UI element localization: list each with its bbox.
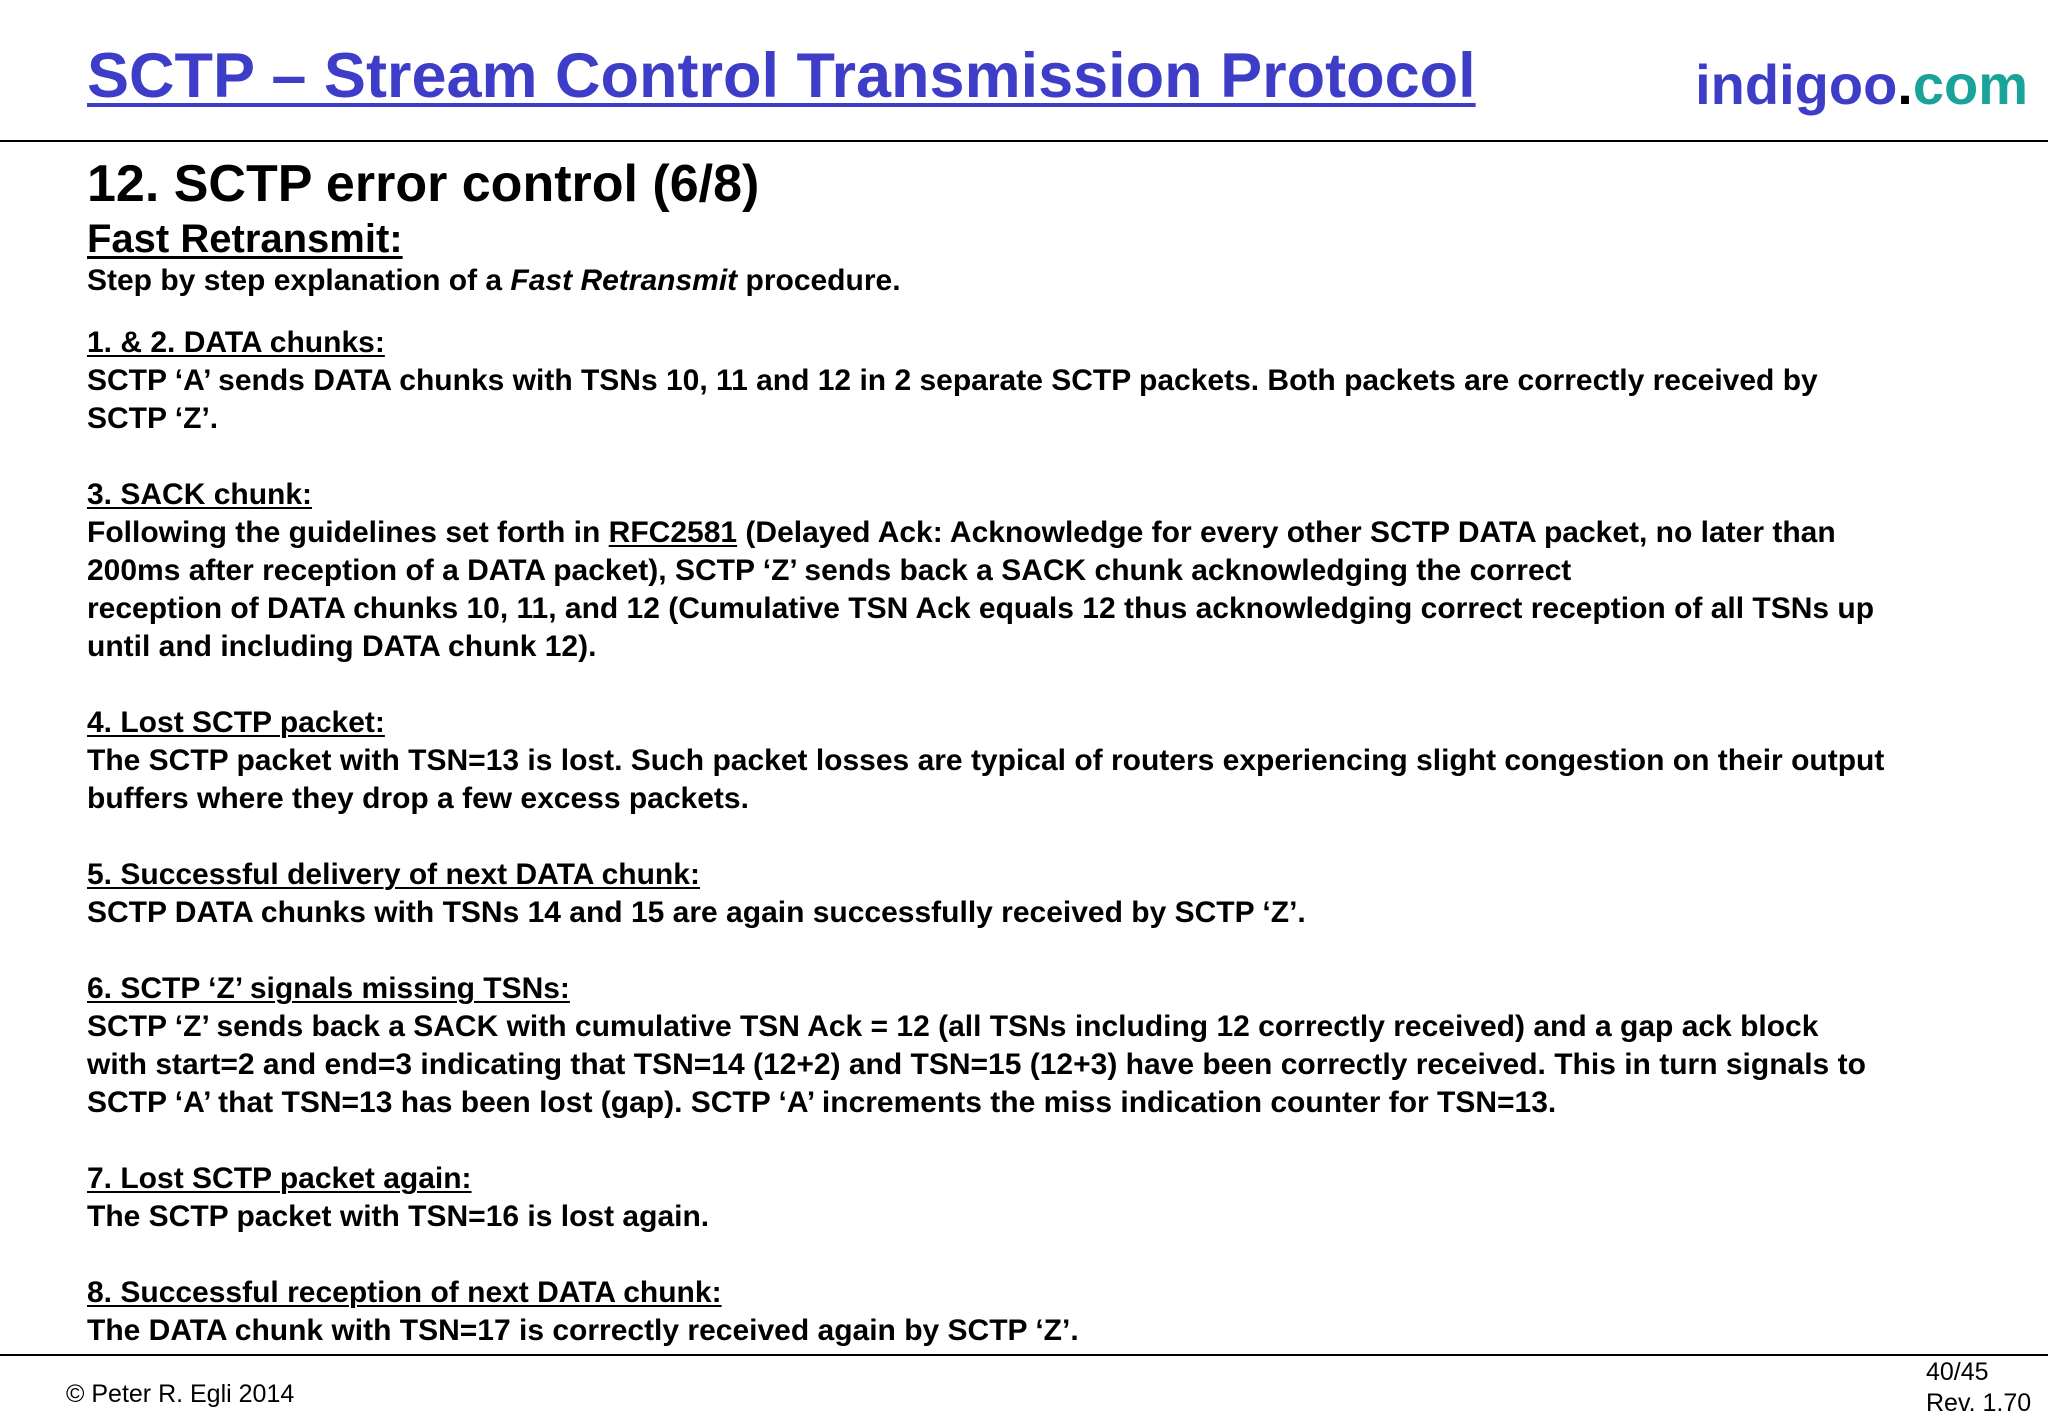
step-heading: 3. SACK chunk: xyxy=(87,478,313,511)
step-text-line: The DATA chunk with TSN=17 is correctly received again by SCTP ‘Z’. xyxy=(87,1314,1079,1347)
step-text-line: 200ms after reception of a DATA packet), SCTP ‘Z’ sends back a SACK chunk acknowledging the correct xyxy=(87,554,1572,587)
header-title-link[interactable]: SCTP – Stream Control Transmission Protocol xyxy=(87,41,1476,111)
step-text-line: The SCTP packet with TSN=16 is lost again. xyxy=(87,1200,710,1233)
step-heading: 5. Successful delivery of next DATA chunk: xyxy=(87,858,700,891)
intro-text-italic: Fast Retransmit xyxy=(510,264,738,297)
footer-page-info xyxy=(1926,1357,2031,1419)
step-6-missing-tsns xyxy=(87,970,2007,1122)
header-divider xyxy=(0,140,2048,142)
indigoo-logo xyxy=(1695,52,2028,117)
step-text-line: SCTP DATA chunks with TSNs 14 and 15 are again successfully received by SCTP ‘Z’. xyxy=(87,896,1306,929)
step-text-line: SCTP ‘Z’. xyxy=(87,402,219,435)
intro-text-before: Step by step explanation of a xyxy=(87,264,511,297)
step-5-successful-delivery xyxy=(87,856,2007,932)
step-text-line: buffers where they drop a few excess packets. xyxy=(87,782,749,815)
step-heading: 1. & 2. DATA chunks: xyxy=(87,326,385,359)
logo-tld-text: com xyxy=(1912,53,2028,116)
step-text-line: SCTP ‘A’ sends DATA chunks with TSNs 10, 11 and 12 in 2 separate SCTP packets. Both packets are correctly received by xyxy=(87,364,1818,397)
logo-dot-text: . xyxy=(1897,53,1913,116)
rfc2581-link[interactable]: RFC2581 xyxy=(608,516,738,549)
step-text-line: reception of DATA chunks 10, 11, and 12 (Cumulative TSN Ack equals 12 thus acknowledging correct reception of all TSNs up xyxy=(87,592,1875,625)
step-heading: 6. SCTP ‘Z’ signals missing TSNs: xyxy=(87,972,570,1005)
footer-divider xyxy=(0,1354,2048,1356)
page-number: 40/45 xyxy=(1926,1358,1989,1386)
step-heading: 4. Lost SCTP packet: xyxy=(87,706,385,739)
revision-label: Rev. 1.70 xyxy=(1926,1389,2032,1417)
slide-header xyxy=(0,0,2048,140)
step-heading: 7. Lost SCTP packet again: xyxy=(87,1162,472,1195)
step-text-before-link: Following the guidelines set forth in xyxy=(87,516,609,549)
intro-text-after: procedure. xyxy=(737,264,901,297)
step-4-lost-packet xyxy=(87,704,2007,818)
step-text-line: until and including DATA chunk 12). xyxy=(87,630,597,663)
step-heading: 8. Successful reception of next DATA chunk: xyxy=(87,1276,722,1309)
slide-title: 12. SCTP error control (6/8) xyxy=(87,155,760,213)
step-text-line: with start=2 and end=3 indicating that TSN=14 (12+2) and TSN=15 (12+3) have been correctly received. This in turn signals to xyxy=(87,1048,1866,1081)
step-text-line: The SCTP packet with TSN=13 is lost. Such packet losses are typical of routers experiencing slight congestion on their output xyxy=(87,744,1885,777)
step-7-lost-packet-again xyxy=(87,1160,2007,1236)
step-text-line: SCTP ‘A’ that TSN=13 has been lost (gap). SCTP ‘A’ increments the miss indication counter for TSN=13. xyxy=(87,1086,1557,1119)
step-1-2-data-chunks xyxy=(87,324,2007,438)
step-text-after-link: (Delayed Ack: Acknowledge for every other SCTP DATA packet, no later than xyxy=(737,516,1836,549)
footer-copyright: © Peter R. Egli 2014 xyxy=(66,1380,295,1408)
section-title: Fast Retransmit: xyxy=(87,217,403,261)
logo-main-text: indigoo xyxy=(1695,53,1898,116)
step-text-line: SCTP ‘Z’ sends back a SACK with cumulative TSN Ack = 12 (all TSNs including 12 correctly received) and a gap ack block xyxy=(87,1010,1819,1043)
intro-paragraph xyxy=(87,262,2007,300)
step-text-line xyxy=(87,514,2007,552)
step-8-successful-reception xyxy=(87,1274,2007,1350)
step-3-sack-chunk xyxy=(87,476,2007,666)
slide-content xyxy=(87,152,2007,1388)
